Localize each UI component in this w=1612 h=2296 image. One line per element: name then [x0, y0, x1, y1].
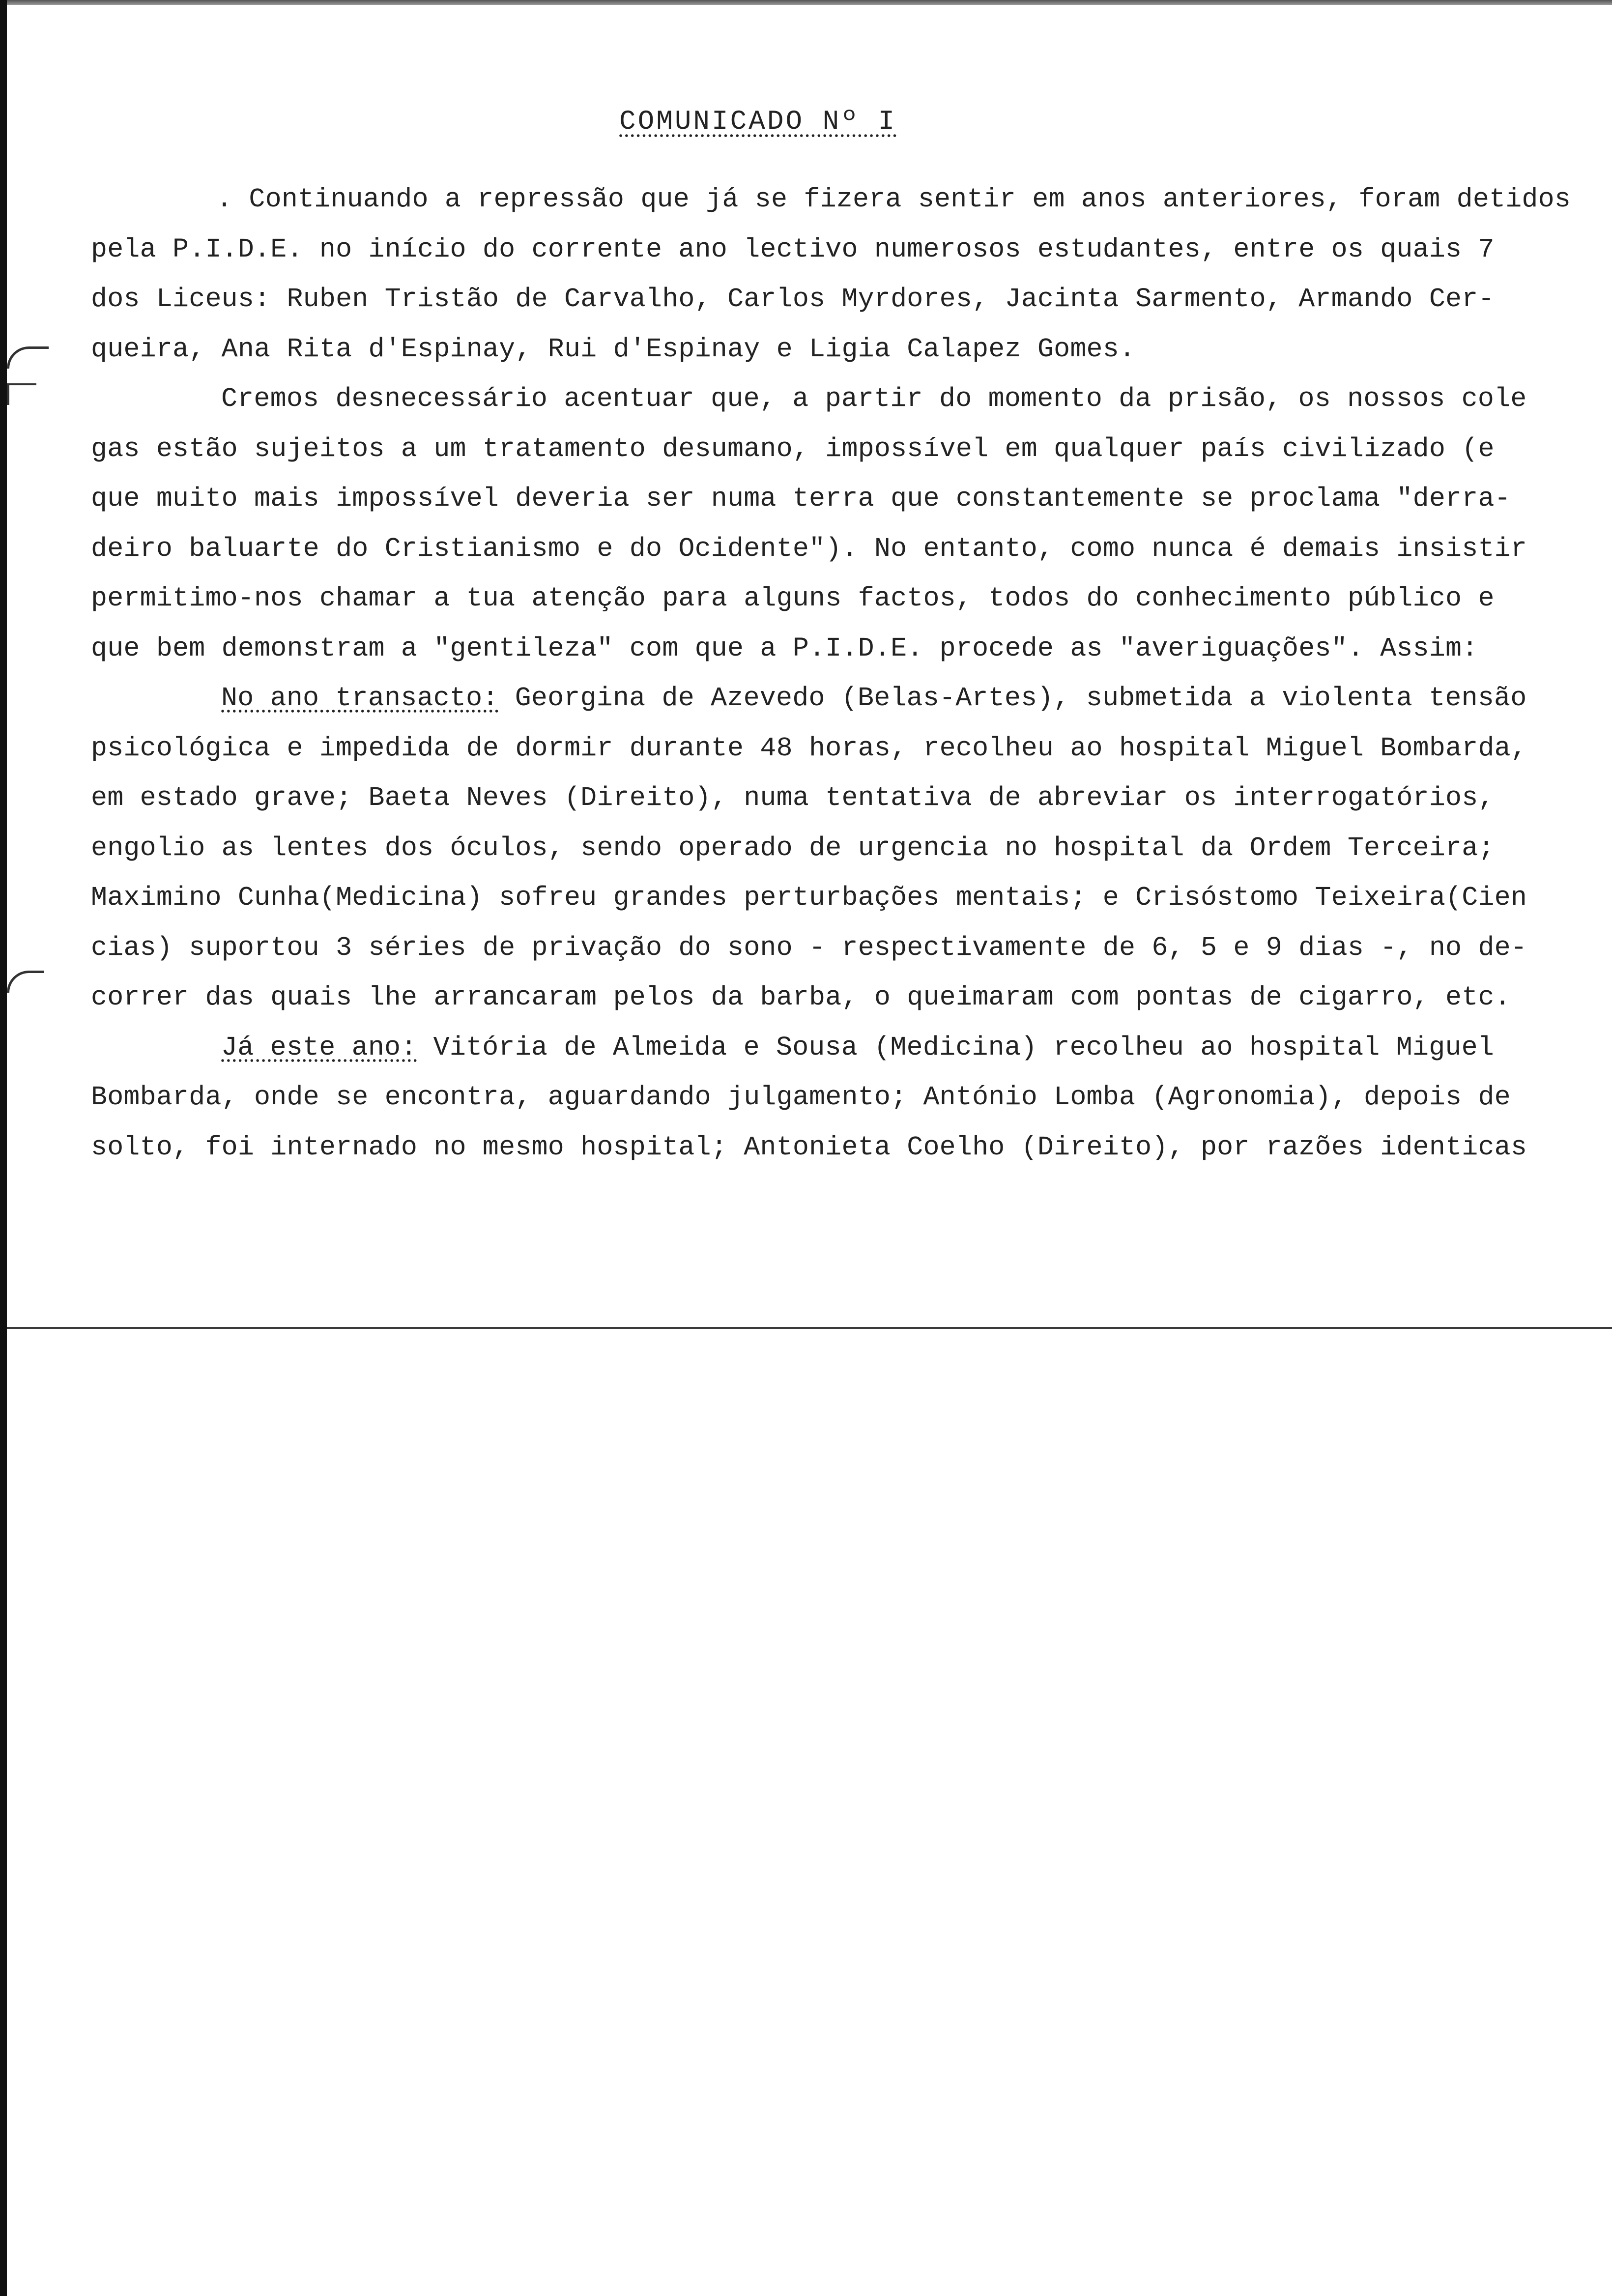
scan-top-edge — [0, 0, 1612, 5]
page-divider — [7, 1327, 1612, 1329]
paragraph-lead-line — [91, 1023, 1551, 1073]
text-line: Cremos desnecessário acentuar que, a partir do momento da prisão, os nossos cole — [221, 383, 1527, 414]
text-line: queira, Ana Rita d'Espinay, Rui d'Espinay e Ligia Calapez Gomes. — [91, 333, 1136, 365]
text-line: gas estão sujeitos a um tratamento desumano, impossível em qualquer país civilizado (e — [91, 433, 1495, 464]
text-line: . Continuando a repressão que já se fizera sentir em anos anteriores, foram detidos — [216, 184, 1571, 215]
document-body — [91, 174, 1571, 1172]
page-title: COMUNICADO Nº I — [619, 106, 897, 137]
text-line: pela P.I.D.E. no início do corrente ano lectivo numerosos estudantes, entre os quais 7 — [91, 233, 1495, 265]
text-line: Bombarda, onde se encontra, aguardando julgamento; António Lomba (Agronomia), depois de — [91, 1082, 1511, 1113]
text-line: psicológica e impedida de dormir durante 48 horas, recolheu ao hospital Miguel Bombarda, — [91, 732, 1527, 764]
paragraph-heading: Já este ano: — [221, 1032, 417, 1063]
text-span: Vitória de Almeida e Sousa (Medicina) recolheu ao hospital Miguel — [417, 1032, 1495, 1063]
text-line: correr das quais lhe arrancaram pelos da barba, o queimaram com pontas de cigarro, etc. — [91, 982, 1511, 1013]
text-line: cias) suportou 3 séries de privação do sono - respectivamente de 6, 5 e 9 dias -, no de- — [91, 932, 1527, 963]
text-span: Georgina de Azevedo (Belas-Artes), submetida a violenta tensão — [498, 683, 1527, 714]
text-line: que bem demonstram a "gentileza" com que a P.I.D.E. procede as "averiguações". Assim: — [91, 632, 1478, 664]
text-line: que muito mais impossível deveria ser numa terra que constantemente se proclama "derra- — [91, 483, 1511, 514]
text-line: em estado grave; Baeta Neves (Direito), numa tentativa de abreviar os interrogatórios, — [91, 782, 1495, 813]
text-line: solto, foi internado no mesmo hospital; Antonieta Coelho (Direito), por razões identicas — [91, 1131, 1527, 1163]
paragraph-lead-line — [91, 673, 1551, 723]
text-line: deiro baluarte do Cristianismo e do Ocidente"). No entanto, como nunca é demais insistir — [91, 533, 1527, 564]
margin-mark — [7, 971, 44, 993]
text-line: permitimo-nos chamar a tua atenção para alguns factos, todos do conhecimento público e — [91, 583, 1495, 614]
paragraph-heading: No ano transacto: — [221, 683, 499, 714]
text-line: Maximino Cunha(Medicina) sofreu grandes perturbações mentais; e Crisóstomo Teixeira(Cien — [91, 882, 1527, 913]
margin-mark — [7, 383, 36, 405]
margin-mark — [7, 346, 49, 369]
text-line: dos Liceus: Ruben Tristão de Carvalho, Carlos Myrdores, Jacinta Sarmento, Armando Cer- — [91, 284, 1495, 315]
text-line: engolio as lentes dos óculos, sendo operado de urgencia no hospital da Ordem Terceira; — [91, 832, 1495, 863]
scan-left-edge — [0, 0, 7, 2296]
